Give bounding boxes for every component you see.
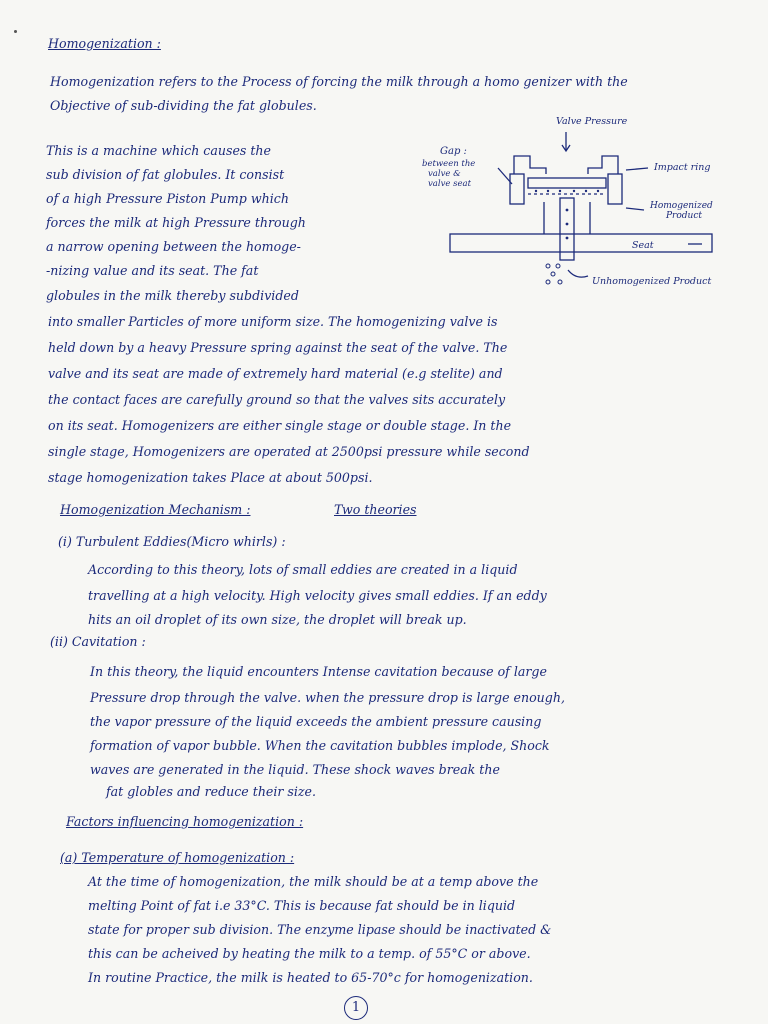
homogenizer-diagram <box>418 110 758 290</box>
mechanism-heading: Homogenization Mechanism : <box>60 502 251 517</box>
machine-line: the contact faces are carefully ground so that the valves sits accurately <box>48 392 506 407</box>
cavitation-line: In this theory, the liquid encounters Intense cavitation because of large <box>90 664 547 679</box>
definition-line: Homogenization refers to the Process of forcing the milk through a homo genizer with the <box>50 74 628 89</box>
temperature-line: In routine Practice, the milk is heated to 65-70°c for homogenization. <box>88 970 533 985</box>
homogenized-product-label: Product <box>666 211 702 221</box>
temperature-line: melting Point of fat i.e 33°C. This is because fat should be in liquid <box>88 898 516 913</box>
factors-heading: Factors influencing homogenization : <box>66 814 304 829</box>
turbulent-heading: (i) Turbulent Eddies(Micro whirls) : <box>58 534 286 549</box>
homogenized-product-label: Homogenized <box>650 201 713 211</box>
machine-line: -nizing value and its seat. The fat <box>46 263 259 278</box>
machine-line: into smaller Particles of more uniform size. The homogenizing valve is <box>48 314 498 329</box>
cavitation-line: fat globles and reduce their size. <box>106 784 317 799</box>
unhomogenized-product-label: Unhomogenized Product <box>592 276 712 287</box>
two-theories-label: Two theories <box>334 502 417 517</box>
machine-line: on its seat. Homogenizers are either single stage or double stage. In the <box>48 418 512 433</box>
gap-label: valve seat <box>428 179 471 189</box>
machine-line: This is a machine which causes the <box>46 143 271 158</box>
machine-line: globules in the milk thereby subdivided <box>46 288 299 303</box>
gap-label: Gap : <box>440 146 467 157</box>
temperature-heading: (a) Temperature of homogenization : <box>60 850 295 865</box>
cavitation-line: the vapor pressure of the liquid exceeds the ambient pressure causing <box>90 714 542 729</box>
cavitation-heading: (ii) Cavitation : <box>50 634 146 649</box>
ink-dot <box>14 30 17 33</box>
machine-line: a narrow opening between the homoge- <box>46 239 301 254</box>
cavitation-line: Pressure drop through the valve. when the pressure drop is large enough, <box>90 690 565 705</box>
machine-line: single stage, Homogenizers are operated at 2500psi pressure while second <box>48 444 530 459</box>
definition-line: Objective of sub-dividing the fat globules. <box>50 98 317 113</box>
page-number: 1 <box>344 996 368 1020</box>
cavitation-line: formation of vapor bubble. When the cavitation bubbles implode, Shock <box>90 738 550 753</box>
turbulent-line: hits an oil droplet of its own size, the droplet will break up. <box>88 612 467 627</box>
machine-line: sub division of fat globules. It consist <box>46 167 285 182</box>
machine-line: of a high Pressure Piston Pump which <box>46 191 289 206</box>
cavitation-line: waves are generated in the liquid. These shock waves break the <box>90 762 500 777</box>
gap-label: valve & <box>428 169 461 179</box>
temperature-line: state for proper sub division. The enzyme lipase should be inactivated & <box>88 922 552 937</box>
turbulent-line: According to this theory, lots of small eddies are created in a liquid <box>88 562 518 577</box>
machine-line: held down by a heavy Pressure spring against the seat of the valve. The <box>48 340 508 355</box>
temperature-line: this can be acheived by heating the milk to a temp. of 55°C or above. <box>88 946 531 961</box>
impact-ring-label: Impact ring <box>654 162 711 173</box>
machine-line: stage homogenization takes Place at about 500psi. <box>48 470 373 485</box>
machine-line: valve and its seat are made of extremely hard material (e.g stelite) and <box>48 366 503 381</box>
gap-label: between the <box>422 159 476 169</box>
valve-pressure-label: Valve Pressure <box>556 116 628 127</box>
machine-line: forces the milk at high Pressure through <box>46 215 306 230</box>
turbulent-line: travelling at a high velocity. High velocity gives small eddies. If an eddy <box>88 588 547 603</box>
seat-label: Seat <box>632 240 654 251</box>
temperature-line: At the time of homogenization, the milk should be at a temp above the <box>88 874 539 889</box>
page-title: Homogenization : <box>48 36 161 51</box>
